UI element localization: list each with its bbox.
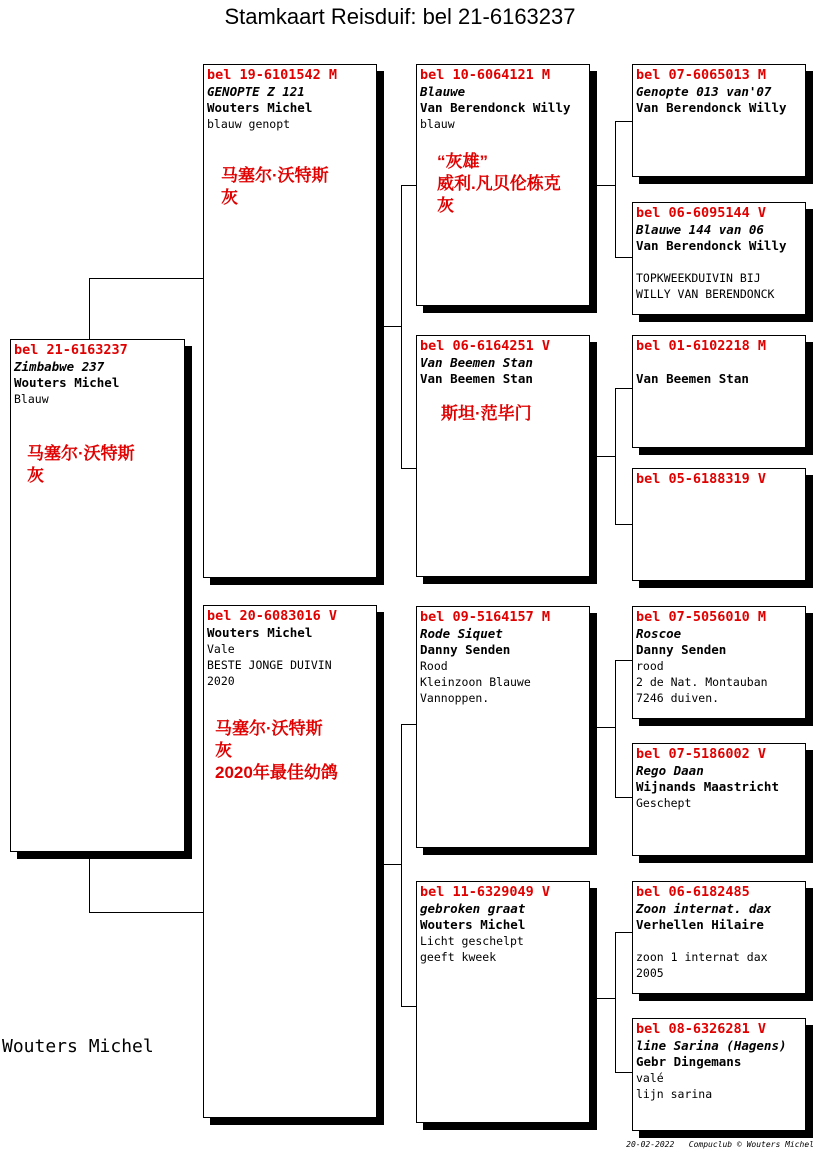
connector-line — [401, 1006, 416, 1007]
annotation-note: 马塞尔·沃特斯 灰 — [27, 444, 135, 485]
connector-line — [615, 932, 632, 933]
breeder-name: Danny Senden — [420, 642, 511, 657]
pigeon-name: Genopte 013 van'07 — [636, 84, 772, 99]
pigeon-card-fm[interactable] — [416, 335, 590, 577]
ring-number: bel 06-6095144 V — [636, 205, 767, 221]
connector-line — [615, 932, 616, 1072]
breeder-name: Wijnands Maastricht — [636, 779, 779, 794]
pigeon-name: gebroken graat — [420, 901, 526, 916]
connector-line — [615, 1072, 632, 1073]
connector-line — [590, 727, 615, 728]
pigeon-card-mf[interactable] — [416, 606, 590, 848]
pigeon-card-father[interactable] — [203, 64, 377, 578]
page-title: Stamkaart Reisduif: bel 21-6163237 — [224, 4, 576, 29]
pigeon-name: Blauwe — [420, 84, 466, 99]
breeder-name: Wouters Michel — [14, 375, 120, 390]
pigeon-info: Rood Kleinzoon Blauwe Vannoppen. — [420, 659, 531, 705]
connector-line — [615, 121, 616, 257]
ring-number: bel 11-6329049 V — [420, 884, 551, 900]
pigeon-name: Van Beemen Stan — [420, 355, 533, 370]
pigeon-info: rood 2 de Nat. Montauban 7246 duiven. — [636, 659, 768, 705]
breeder-name: Wouters Michel — [207, 100, 313, 115]
pigeon-info: Vale BESTE JONGE DUIVIN 2020 — [207, 642, 332, 688]
pigeon-card-mmf[interactable] — [632, 881, 806, 994]
pigeon-info: blauw genopt — [207, 117, 291, 131]
pigeon-info: valé lijn sarina — [636, 1071, 713, 1101]
breeder-name: Wouters Michel — [207, 625, 313, 640]
pigeon-card-mmm[interactable] — [632, 1018, 806, 1131]
pigeon-name: Blauwe 144 van 06 — [636, 222, 764, 237]
ring-number: bel 06-6164251 V — [420, 338, 551, 354]
connector-line — [89, 852, 90, 912]
pigeon-info: Blauw — [14, 392, 49, 406]
pigeon-card-mff[interactable] — [632, 606, 806, 719]
ring-number: bel 07-6065013 M — [636, 67, 767, 83]
connector-line — [401, 724, 402, 1006]
annotation-note: 马塞尔·沃特斯 灰 — [221, 166, 329, 207]
pigeon-name: Zoon internat. dax — [636, 901, 772, 916]
connector-line — [615, 797, 632, 798]
footer-date: 20-02-2022 — [626, 1140, 675, 1149]
breeder-name: Danny Senden — [636, 642, 727, 657]
connector-line — [401, 185, 402, 468]
pigeon-name: Rode Siquet — [420, 626, 503, 641]
pigeon-card-fff[interactable] — [632, 64, 806, 177]
connector-line — [590, 185, 615, 186]
connector-line — [401, 468, 416, 469]
pigeon-info: Geschept — [636, 796, 692, 810]
pigeon-card-fmm[interactable] — [632, 468, 806, 581]
ring-number: bel 21-6163237 — [14, 342, 128, 358]
connector-line — [89, 278, 204, 279]
ring-number: bel 20-6083016 V — [207, 608, 338, 624]
ring-number: bel 05-6188319 V — [636, 471, 767, 487]
ring-number: bel 01-6102218 M — [636, 338, 767, 354]
annotation-note: 马塞尔·沃特斯 灰 2020年最佳幼鸽 — [215, 719, 338, 782]
annotation-note: “灰雄” 威利.凡贝伦栋克 灰 — [437, 152, 561, 215]
connector-line — [401, 185, 416, 186]
pigeon-name: Roscoe — [636, 626, 682, 641]
pigeon-card-mm[interactable] — [416, 881, 590, 1123]
pigeon-name: Zimbabwe 237 — [14, 359, 105, 374]
connector-line — [401, 724, 416, 725]
breeder-name: Van Berendonck Willy — [636, 100, 787, 115]
connector-line — [615, 257, 632, 258]
pigeon-card-mfm[interactable] — [632, 743, 806, 856]
ring-number: bel 10-6064121 M — [420, 67, 551, 83]
breeder-name: Van Beemen Stan — [636, 371, 749, 386]
pigeon-name: line Sarina (Hagens) — [636, 1038, 787, 1053]
breeder-name: Gebr Dingemans — [636, 1054, 742, 1069]
pigeon-card-mother[interactable] — [203, 605, 377, 1118]
ring-number: bel 19-6101542 M — [207, 67, 338, 83]
footer-credits — [626, 1140, 814, 1149]
owner-name: Wouters Michel — [2, 1036, 154, 1057]
pigeon-info: TOPKWEEKDUIVIN BIJ WILLY VAN BERENDONCK — [636, 271, 775, 301]
connector-line — [615, 388, 616, 524]
connector-line — [376, 326, 401, 327]
pigeon-card-subject[interactable] — [10, 339, 185, 852]
pigeon-name: GENOPTE Z 121 — [207, 84, 305, 99]
connector-line — [590, 998, 615, 999]
connector-line — [89, 278, 90, 340]
connector-line — [89, 912, 204, 913]
breeder-name: Van Berendonck Willy — [636, 238, 787, 253]
ring-number: bel 07-5186002 V — [636, 746, 767, 762]
connector-line — [615, 660, 632, 661]
connector-line — [590, 456, 615, 457]
connector-line — [615, 524, 632, 525]
connector-line — [615, 388, 632, 389]
connector-line — [615, 121, 632, 122]
ring-number: bel 09-5164157 M — [420, 609, 551, 625]
pigeon-card-ffm[interactable] — [632, 202, 806, 315]
pigeon-info: blauw — [420, 117, 455, 131]
connector-line — [376, 864, 401, 865]
connector-line — [615, 660, 616, 797]
pigeon-card-fmf[interactable] — [632, 335, 806, 448]
ring-number: bel 08-6326281 V — [636, 1021, 767, 1037]
breeder-name: Verhellen Hilaire — [636, 917, 764, 932]
pigeon-info: zoon 1 internat dax 2005 — [636, 950, 768, 980]
ring-number: bel 06-6182485 — [636, 884, 750, 900]
pigeon-name: Rego Daan — [636, 763, 704, 778]
ring-number: bel 07-5056010 M — [636, 609, 767, 625]
pigeon-info: Licht geschelpt geeft kweek — [420, 934, 524, 964]
footer-copyright: Compuclub © Wouters Michel — [688, 1140, 814, 1149]
annotation-note: 斯坦·范毕门 — [441, 404, 532, 423]
breeder-name: Van Berendonck Willy — [420, 100, 571, 115]
pigeon-name — [636, 355, 802, 371]
breeder-name: Wouters Michel — [420, 917, 526, 932]
breeder-name: Van Beemen Stan — [420, 371, 533, 386]
